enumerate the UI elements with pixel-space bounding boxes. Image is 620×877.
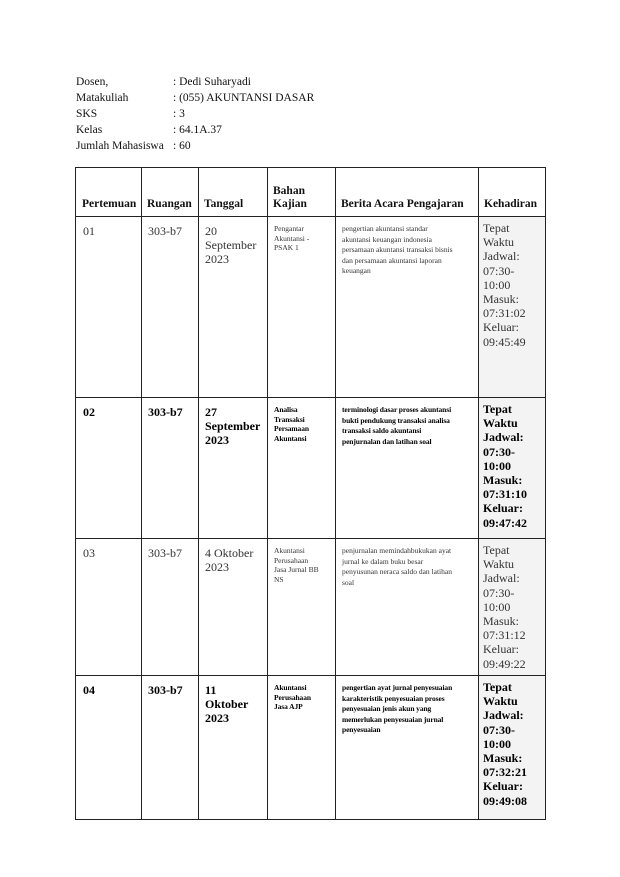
cell-kehadiran-line: Tepat	[483, 680, 512, 694]
info-kelas	[76, 122, 314, 138]
cell-pertemuan	[76, 539, 142, 676]
cell-tanggal-line: September	[205, 238, 257, 252]
cell-bahan-kajian	[268, 398, 336, 539]
cell-kehadiran-line: Jadwal:	[483, 571, 520, 586]
cell-tanggal-line: 2023	[205, 252, 229, 266]
cell-tanggal	[199, 539, 268, 676]
cell-berita-acara	[336, 398, 479, 539]
cell-ruangan-content: 303-b7	[148, 683, 183, 697]
info-dosen	[76, 74, 314, 90]
cell-kehadiran-line: 07:30-	[483, 585, 515, 600]
cell-bahan-kajian-line: Persamaan	[274, 424, 309, 433]
cell-bahan-kajian-line: Akuntansi	[274, 433, 307, 443]
course-info	[76, 74, 314, 154]
info-value: : 64.1A.37	[173, 124, 222, 136]
cell-kehadiran-content	[479, 398, 545, 530]
cell-bahan-kajian-content	[268, 398, 335, 443]
cell-berita-acara	[336, 217, 479, 398]
cell-berita-acara-line: penyesuaian jenis akun yang	[342, 704, 432, 713]
cell-kehadiran-line: Jadwal:	[483, 249, 520, 264]
cell-kehadiran-line: Keluar:	[483, 779, 523, 794]
cell-berita-acara-line: keuangan	[342, 266, 371, 275]
cell-berita-acara-line: penjurnalan dan latihan soal	[342, 436, 432, 446]
cell-bahan-kajian	[268, 217, 336, 398]
cell-kehadiran-content	[479, 539, 545, 671]
info-value: : (055) AKUNTANSI DASAR	[173, 92, 315, 104]
cell-kehadiran-line: 09:49:08	[483, 793, 527, 808]
cell-kehadiran-line: 09:45:49	[483, 334, 526, 349]
cell-tanggal-line: 2023	[205, 560, 229, 574]
cell-bahan-kajian-line: NS	[274, 574, 284, 584]
cell-kehadiran-line: 07:31:02	[483, 306, 526, 321]
info-matakuliah	[76, 90, 314, 106]
cell-bahan-kajian-line: Pengantar	[274, 224, 304, 233]
info-label: Jumlah Mahasiswa	[76, 140, 164, 152]
cell-kehadiran	[479, 398, 546, 539]
cell-ruangan	[142, 539, 199, 676]
cell-kehadiran-line: 09:47:42	[483, 515, 527, 530]
cell-kehadiran-line: Masuk:	[483, 292, 519, 307]
cell-ruangan-content: 303-b7	[148, 546, 182, 560]
cell-tanggal	[199, 398, 268, 539]
cell-bahan-kajian-line: Akuntansi -	[274, 233, 310, 243]
header-tanggal: Tanggal	[199, 168, 268, 217]
cell-berita-acara-content	[336, 398, 478, 447]
cell-berita-acara-line: bukti pendukung transaksi analisa	[342, 415, 450, 425]
cell-kehadiran-line: 07:31:10	[483, 487, 527, 502]
cell-kehadiran-line: 07:31:12	[483, 628, 526, 643]
info-value: : 60	[173, 140, 191, 152]
cell-pertemuan	[76, 676, 142, 820]
cell-pertemuan-content: 02	[83, 405, 95, 419]
header-ruangan: Ruangan	[142, 168, 199, 217]
cell-bahan-kajian-line: Akuntansi	[274, 546, 305, 555]
cell-kehadiran-line: 10:00	[483, 599, 511, 614]
info-label: Dosen,	[76, 76, 109, 88]
cell-berita-acara-line: karakteristik penyesuaian proses	[342, 693, 445, 703]
cell-tanggal-content	[199, 676, 267, 725]
cell-ruangan	[142, 676, 199, 820]
cell-bahan-kajian-line: Jasa AJP	[274, 702, 303, 711]
cell-kehadiran	[479, 539, 546, 676]
cell-berita-acara-line: dan persamaan akuntansi laporan	[342, 255, 442, 265]
cell-kehadiran	[479, 217, 546, 398]
table-row	[76, 539, 546, 676]
cell-ruangan	[142, 398, 199, 539]
info-value: : Dedi Suharyadi	[173, 76, 251, 88]
attendance-table	[75, 167, 546, 820]
cell-berita-acara-line: pengertian akuntansi standar	[342, 224, 428, 233]
header-bahan-kajian	[268, 168, 336, 217]
cell-berita-acara-content	[336, 676, 478, 736]
cell-bahan-kajian	[268, 539, 336, 676]
cell-kehadiran-content	[479, 217, 545, 349]
header-bahan-line2: Kajian	[273, 198, 307, 210]
cell-ruangan	[142, 217, 199, 398]
cell-kehadiran-line: 07:30-	[483, 263, 515, 278]
cell-bahan-kajian-content	[268, 539, 335, 584]
cell-kehadiran-line: Keluar:	[483, 501, 523, 516]
table-row	[76, 398, 546, 539]
cell-tanggal-content	[199, 217, 267, 266]
cell-pertemuan	[76, 398, 142, 539]
cell-kehadiran-content	[479, 676, 545, 808]
cell-berita-acara-line: penyesuaian	[342, 725, 381, 734]
header-berita-acara: Berita Acara Pengajaran	[336, 168, 479, 217]
info-jumlah	[76, 138, 314, 154]
cell-tanggal-line: 2023	[205, 711, 229, 725]
cell-kehadiran-line: Masuk:	[483, 473, 523, 488]
cell-berita-acara-line: terminologi dasar proses akuntansi	[342, 405, 452, 414]
info-value: : 3	[173, 108, 185, 120]
cell-tanggal	[199, 676, 268, 820]
cell-tanggal-line: 2023	[205, 433, 229, 447]
cell-kehadiran-line: Masuk:	[483, 614, 519, 629]
cell-kehadiran-line: Jadwal:	[483, 430, 524, 445]
cell-bahan-kajian-line: PSAK 1	[274, 243, 299, 252]
cell-berita-acara-line: memerlukan penyesuaian jurnal	[342, 714, 444, 724]
cell-tanggal-line: 27	[205, 405, 217, 419]
info-sks	[76, 106, 314, 122]
cell-bahan-kajian-line: Transaksi	[274, 414, 305, 424]
header-pertemuan: Pertemuan	[76, 168, 142, 217]
cell-tanggal-content	[199, 539, 267, 574]
cell-pertemuan-content: 03	[83, 546, 95, 560]
info-label: Matakuliah	[76, 92, 129, 104]
cell-bahan-kajian-content	[268, 676, 335, 712]
cell-bahan-kajian	[268, 676, 336, 820]
cell-berita-acara-line: penyusunan neraca saldo dan latihan	[342, 567, 452, 576]
cell-berita-acara-line: transaksi saldo akuntansi	[342, 426, 422, 435]
table-row	[76, 217, 546, 398]
info-label: Kelas	[76, 124, 103, 136]
cell-kehadiran-line: Waktu	[483, 694, 518, 709]
cell-bahan-kajian-line: Perusahaan	[274, 692, 311, 702]
cell-kehadiran-line: 10:00	[483, 277, 511, 292]
cell-kehadiran-line: Keluar:	[483, 320, 519, 335]
table-body	[76, 217, 546, 820]
cell-berita-acara-line: persamaan akuntansi transaksi bisnis	[342, 245, 453, 254]
cell-kehadiran-line: 10:00	[483, 458, 511, 473]
cell-kehadiran-line: Masuk:	[483, 751, 523, 766]
cell-kehadiran-line: Waktu	[483, 416, 518, 431]
cell-berita-acara-line: akuntansi keuangan indonesia	[342, 234, 432, 244]
cell-berita-acara-line: penjurnalan memindahbukukan ayat	[342, 546, 452, 555]
cell-berita-acara-line: pengertian ayat jurnal penyesuaian	[342, 683, 453, 692]
cell-kehadiran-line: Jadwal:	[483, 708, 524, 723]
cell-kehadiran-line: Waktu	[483, 235, 515, 250]
cell-tanggal-line: 11 Oktober	[205, 683, 249, 711]
cell-kehadiran-line: Waktu	[483, 557, 515, 572]
cell-ruangan-content: 303-b7	[148, 224, 182, 238]
cell-tanggal-line: September	[205, 419, 261, 433]
cell-kehadiran-line: Keluar:	[483, 642, 519, 657]
cell-pertemuan-content: 04	[83, 683, 95, 697]
cell-kehadiran-line: 07:30-	[483, 444, 515, 459]
cell-berita-acara-content	[336, 217, 478, 277]
cell-tanggal-content	[199, 398, 267, 447]
cell-berita-acara	[336, 676, 479, 820]
header-bahan-line1: Bahan	[273, 185, 305, 197]
cell-berita-acara	[336, 539, 479, 676]
cell-bahan-kajian-line: Akuntansi	[274, 683, 307, 692]
cell-kehadiran	[479, 676, 546, 820]
info-label: SKS	[76, 108, 98, 120]
cell-kehadiran-line: Tepat	[483, 543, 510, 557]
cell-bahan-kajian-line: Perusahaan	[274, 555, 309, 565]
cell-ruangan-content: 303-b7	[148, 405, 183, 419]
cell-bahan-kajian-line: Jasa Jurnal BB	[274, 565, 319, 574]
cell-berita-acara-line: jurnal ke dalam buku besar	[342, 556, 424, 566]
cell-kehadiran-line: 09:49:22	[483, 656, 526, 671]
cell-berita-acara-line: soal	[342, 577, 355, 587]
cell-pertemuan-content: 01	[83, 224, 95, 238]
table-header-row	[76, 168, 546, 217]
cell-tanggal	[199, 217, 268, 398]
cell-bahan-kajian-line: Analisa	[274, 405, 298, 414]
header-kehadiran: Kehadiran	[479, 168, 546, 217]
cell-kehadiran-line: 07:32:21	[483, 765, 527, 780]
cell-kehadiran-line: 07:30-	[483, 722, 515, 737]
cell-berita-acara-content	[336, 539, 478, 588]
cell-tanggal-line: 4 Oktober	[205, 546, 254, 560]
cell-kehadiran-line: Tepat	[483, 402, 512, 416]
cell-bahan-kajian-content	[268, 217, 335, 253]
cell-kehadiran-line: Tepat	[483, 221, 510, 235]
cell-kehadiran-line: 10:00	[483, 736, 511, 751]
cell-pertemuan	[76, 217, 142, 398]
table-row	[76, 676, 546, 820]
cell-tanggal-line: 20	[205, 224, 217, 238]
